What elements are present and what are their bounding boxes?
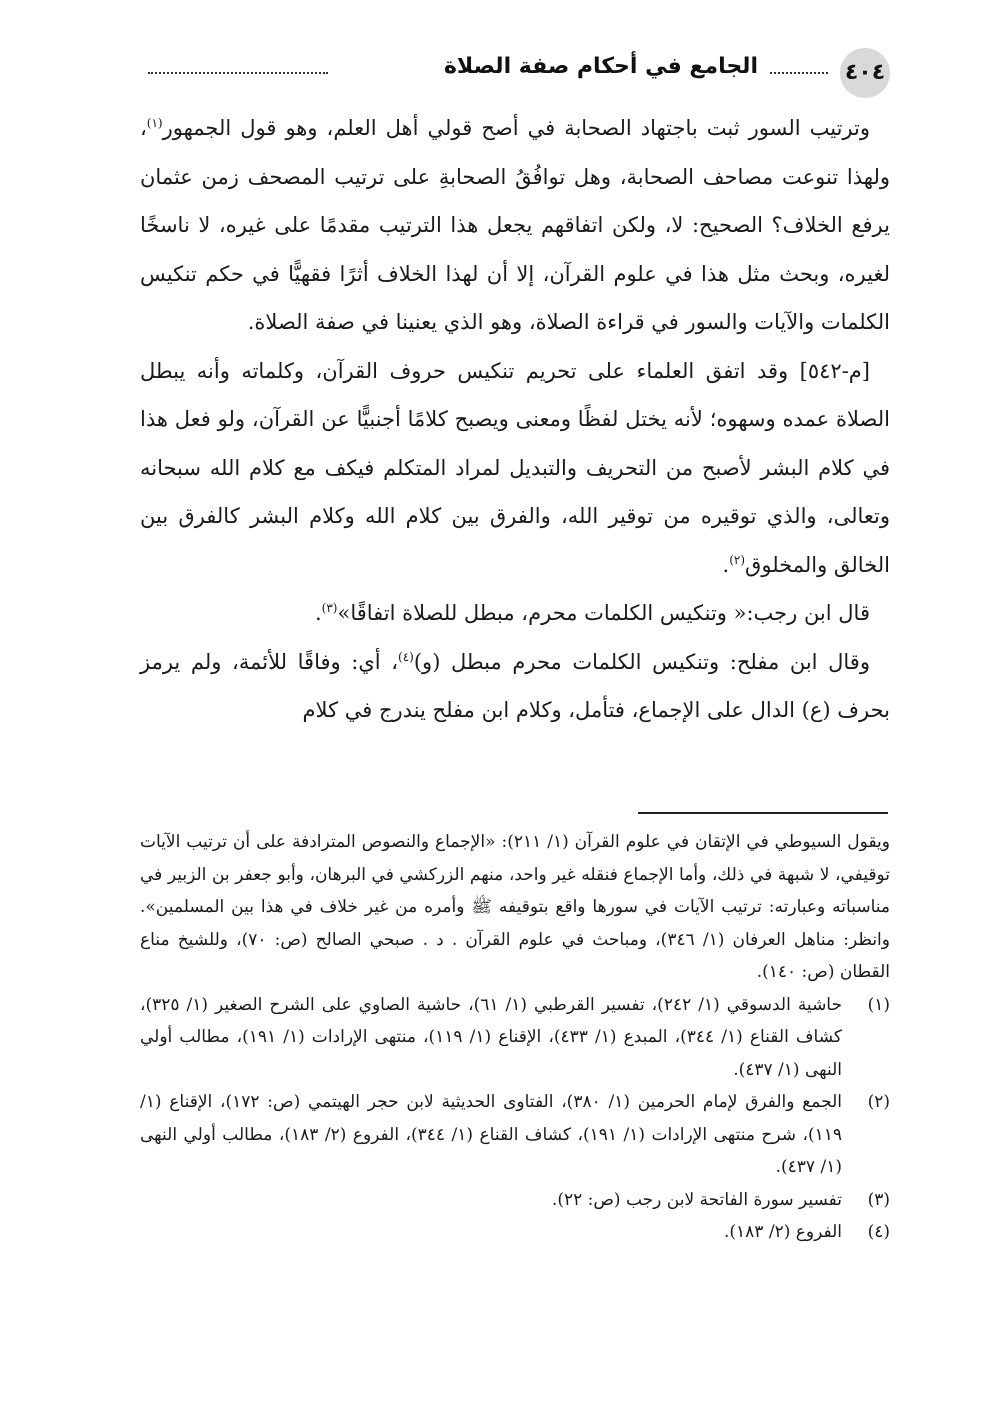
page-number: ٤٠٤ bbox=[840, 48, 890, 98]
paragraph-text: ، أي: وفاقًا للأئمة، ولم يرمز بحرف (ع) الدال على الإجماع، فتأمل، وكلام ابن مفلح يندرج في كلام bbox=[140, 649, 890, 722]
paragraph-consensus bbox=[140, 347, 890, 590]
footnote-text: حاشية الدسوقي (١/ ٢٤٢)، تفسير القرطبي (١/ ٦١)، حاشية الصاوي على الشرح الصغير (١/ ٣٢٥)، كشاف القناع (١/ ٣٤٤)، المبدع (١/ ٤٣٣)، الإقناع (١/ ١١٩)، منتهى الإرادات (١/ ١٩١)، مطالب أولي النهى (١/ ٤٣٧). bbox=[140, 994, 842, 1080]
paragraph-text: [م-٥٤٢] وقد اتفق العلماء على تحريم تنكيس حروف القرآن، وكلماته وأنه يبطل الصلاة عمده وسهوه؛ لأنه يختل لفظًا ومعنى ويصبح كلامًا أجنبيًّا عن القرآن، ولو فعل هذا في كلام البشر لأصبح من التحريف والتبديل لمراد المتكلم فيكف مع كلام الله سبحانه وتعالى، والذي توقيره من توقير الله، والفرق بين كلام الله وكلام البشر كالفرق بين الخالق والمخلوق bbox=[140, 358, 890, 577]
footnote-ref-4: (٤) bbox=[398, 649, 414, 664]
paragraph-text: ، ولهذا تنوعت مصاحف الصحابة، وهل توافُقُ الصحابةِ على ترتيب المصحف زمن عثمان يرفع الخلاف؟ الصحيح: لا، ولكن اتفاقهم يجعل هذا الترتيب مقدمًا على غيره، لا ناسخًا لغيره، وبحث مثل هذا في علوم القرآن، إلا أن لهذا الخلاف أثرًا فقهيًّا في حكم تنكيس الكلمات والآيات والسور في قراءة الصلاة، وهو الذي يعنينا في صفة الصلاة. bbox=[140, 116, 890, 334]
footnote-text: الجمع والفرق لإمام الحرمين (١/ ٣٨٠)، الفتاوى الحديثية لابن حجر الهيتمي (ص: ١٧٢)، الإقناع (١/ ١١٩)، شرح منتهى الإرادات (١/ ١٩١)، كشاف القناع (١/ ٣٤٤)، الفروع (٢/ ١٨٣)، مطالب أولي النهى (١/ ٤٣٧). bbox=[140, 1092, 843, 1177]
main-text bbox=[140, 104, 890, 735]
paragraph-text: وترتيب السور ثبت باجتهاد الصحابة في أصح قولي أهل العلم، وهو قول الجمهور bbox=[162, 116, 870, 140]
footnote-number: (١) bbox=[867, 994, 890, 1015]
footnote-text: تفسير سورة الفاتحة لابن رجب (ص: ٢٢). bbox=[551, 1189, 842, 1210]
header-dotted-rule-left bbox=[148, 72, 328, 74]
running-title: الجامع في أحكام صفة الصلاة bbox=[443, 54, 758, 79]
footnote-separator bbox=[638, 812, 888, 814]
paragraph-text: قال ابن رجب:« وتنكيس الكلمات محرم، مبطل للصلاة اتفاقًا» bbox=[337, 601, 870, 625]
footnote-number: (٣) bbox=[867, 1189, 890, 1210]
paragraph-ibn-muflih bbox=[140, 638, 890, 735]
footnote-item bbox=[140, 989, 890, 1087]
footnote-ref-1: (١) bbox=[146, 116, 163, 130]
footnote-item bbox=[140, 1086, 890, 1184]
paragraph-surah-order bbox=[140, 104, 890, 347]
header-dotted-rule-right bbox=[770, 72, 828, 74]
footnote-item bbox=[140, 1216, 890, 1249]
footnote-number: (٤) bbox=[867, 1222, 890, 1242]
footnote-ref-2: (٢) bbox=[729, 552, 746, 567]
footnote-ref-3: (٣) bbox=[321, 601, 338, 615]
footnote-number: (٢) bbox=[867, 1092, 890, 1112]
footnote-continuation: ويقول السيوطي في الإتقان في علوم القرآن (١/ ٢١١): «الإجماع والنصوص المترادفة على أن ترتيب الآيات توقيفي، لا شبهة في ذلك، وأما الإجماع فنقله غير واحد، منهم الزركشي في البرهان، وأبو جعفر بن الزبير في مناسباته وعبارته: ترتيب الآيات في سورها واقع بتوقيفه ﷺ وأمره من غير خلاف في هذا بين المسلمين». وانظر: مناهل العرفان (١/ ٣٤٦)، ومباحث في علوم القرآن . د . صبحي الصالح (ص: ٧٠)، وللشيخ مناع القطان (ص: ١٤٠). bbox=[140, 832, 890, 982]
paragraph-text: . bbox=[722, 552, 730, 577]
paragraph-text: . bbox=[314, 601, 322, 625]
paragraph-text: وقال ابن مفلح: وتنكيس الكلمات محرم مبطل (و) bbox=[413, 649, 870, 674]
footnote-text: الفروع (٢/ ١٨٣). bbox=[723, 1222, 842, 1242]
page-header bbox=[140, 48, 890, 98]
footnote-item bbox=[140, 1184, 890, 1217]
footnotes bbox=[140, 826, 890, 1249]
paragraph-ibn-rajab bbox=[140, 589, 890, 638]
